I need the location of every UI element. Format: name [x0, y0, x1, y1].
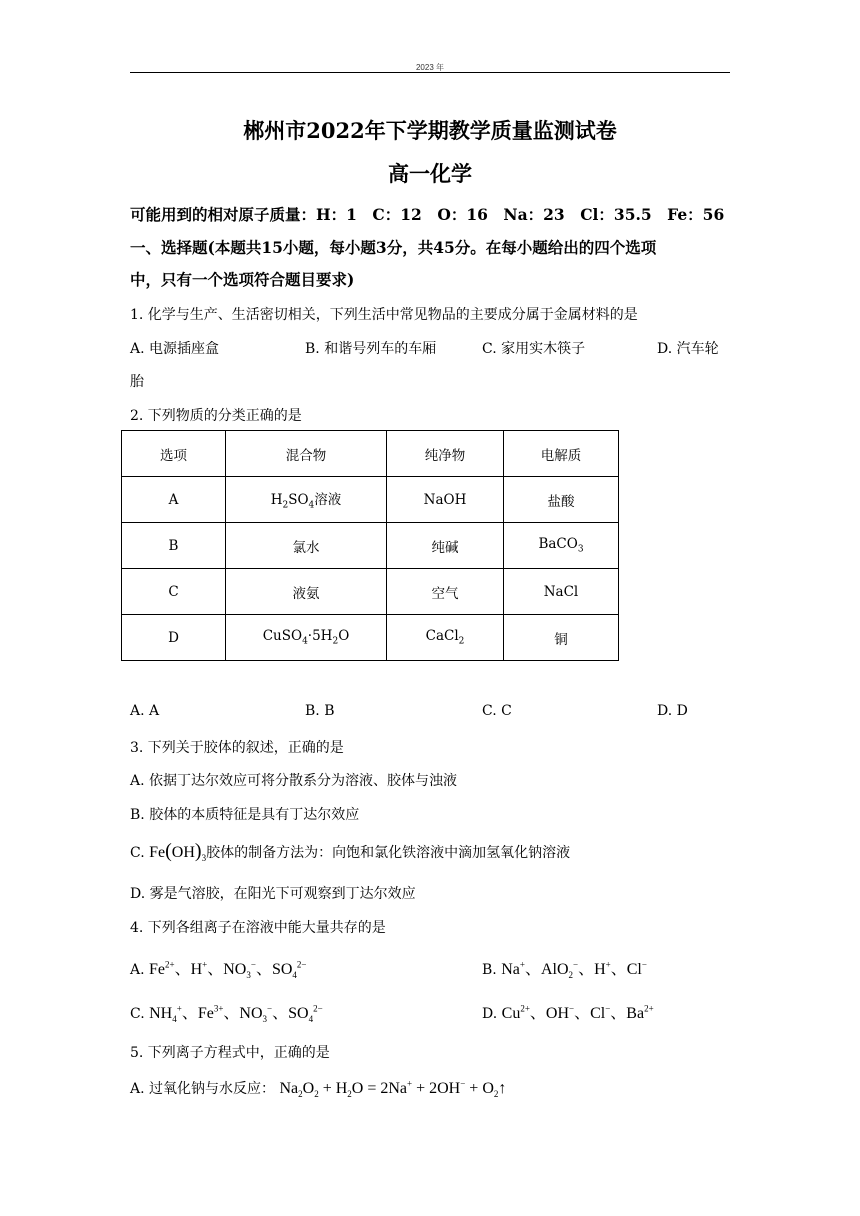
q4-stem: 4. 下列各组离子在溶液中能大量共存的是 [130, 920, 386, 936]
table-cell: 氯水 [226, 523, 387, 569]
q4-option-b [482, 956, 647, 980]
section-heading-line2: 中，只有一个选项符合题目要求) [130, 270, 355, 289]
q2-option-a: A. A [130, 703, 160, 719]
ion-list-c: $NH_4^+$、$Fe^{3+}$、$NO_3^-$、$SO_4^{2-}$ [149, 1003, 323, 1025]
header-cell: 选项 [122, 431, 226, 477]
q3-option-c [130, 840, 570, 863]
equation-na2o2-water: $Na_2O_2 + H_2O = 2Na^+ + 2OH^-$ + $O_2↑$ [279, 1078, 507, 1100]
ion-list-b: Na+、AlO$_2$−、H+、Cl− [501, 959, 647, 981]
q4-option-c [130, 1000, 323, 1024]
table-cell: C [122, 569, 226, 615]
q1-option-c: C. 家用实木筷子 [482, 341, 586, 357]
table-cell: NaCl [504, 569, 619, 615]
ion-list-a: $Fe^{2+}$、H+、$NO_3^-$、$SO_4^{2-}$ [149, 959, 307, 981]
q2-option-b: B. B [305, 703, 335, 719]
table-cell: A [122, 477, 226, 523]
q2-option-c: C. C [482, 703, 512, 719]
q5-stem: 5. 下列离子方程式中，正确的是 [130, 1045, 330, 1061]
header-cell: 电解质 [504, 431, 619, 477]
q3-option-d: D. 雾是气溶胶，在阳光下可观察到丁达尔效应 [130, 886, 416, 902]
table-cell: NaOH [387, 477, 504, 523]
q2-stem: 2. 下列物质的分类正确的是 [130, 408, 302, 424]
table-header-row [122, 431, 619, 477]
q5-option-a [130, 1078, 506, 1099]
table-cell-text: BaCO [538, 536, 578, 553]
q1-option-d: D. 汽车轮 [657, 341, 719, 357]
atomic-mass-line: 可能用到的相对原子质量：H：1 C：12 O：16 Na：23 Cl：35.5 Fe：56 [130, 205, 725, 224]
table-cell: 铜 [504, 615, 619, 661]
q4-option-c-label: C. [130, 1006, 145, 1022]
q2-option-d: D. D [657, 703, 688, 719]
section-heading-line1: 一、选择题(本题共15小题，每小题3分，共45分。在每小题给出的四个选项 [130, 238, 657, 257]
classification-table [121, 430, 619, 661]
q4-option-b-label: B. [482, 962, 497, 978]
exam-title: 郴州市2022年下学期教学质量监测试卷 [243, 118, 617, 143]
table-row [122, 615, 619, 661]
exam-subtitle: 高一化学 [388, 161, 472, 186]
ion-list-d: $Cu^{2+}$、OH−、Cl−、$Ba^{2+}$ [501, 1003, 654, 1022]
table-cell: 液氨 [226, 569, 387, 615]
header-cell: 混合物 [226, 431, 387, 477]
table-row [122, 523, 619, 569]
q3-option-a: A. 依据丁达尔效应可将分散系分为溶液、胶体与浊液 [130, 773, 458, 789]
q3-option-b: B. 胶体的本质特征是具有丁达尔效应 [130, 807, 360, 823]
table-cell: $H_2SO_4$溶液 [226, 477, 387, 523]
table-cell: CaCl$_2$ [387, 615, 504, 661]
q5-option-a-label: A. 过氧化钠与水反应： [130, 1081, 276, 1097]
q1-option-b: B. 和谐号列车的车厢 [305, 341, 437, 357]
table-cell: D [122, 615, 226, 661]
page-header: 2023 年 [415, 63, 445, 72]
table-cell: BaCO$_3$ [504, 523, 619, 569]
q4-option-a-label: A. [130, 962, 145, 978]
table-row [122, 477, 619, 523]
table-cell-text: CaCl [425, 628, 459, 645]
table-cell-text: 溶液 [314, 492, 342, 509]
header-rule [130, 72, 730, 73]
q4-option-a [130, 956, 306, 980]
table-cell-text: CuSO [262, 628, 303, 645]
table-cell: $CuSO_4\cdot 5H_2O$ [226, 615, 387, 661]
q1-stem: 1. 化学与生产、生活密切相关，下列生活中常见物品的主要成分属于金属材料的是 [130, 307, 638, 323]
table-row [122, 569, 619, 615]
q1-option-a: A. 电源插座盒 [130, 341, 220, 357]
table-cell: 纯碱 [387, 523, 504, 569]
table-cell: 盐酸 [504, 477, 619, 523]
q3-stem: 3. 下列关于胶体的叙述，正确的是 [130, 740, 344, 756]
q3-option-c-text: 胶体的制备方法为：向饱和氯化铁溶液中滴加氢氧化钠溶液 [206, 845, 571, 861]
q1-option-d-cont: 胎 [130, 374, 144, 390]
q4-option-d-label: D. [482, 1006, 498, 1022]
q4-option-d [482, 1000, 654, 1023]
q3-option-c-label: C. [130, 845, 145, 861]
formula-fe-oh3: $Fe(OH)_3$ [149, 840, 207, 864]
table-cell: B [122, 523, 226, 569]
header-cell: 纯净物 [387, 431, 504, 477]
table-cell: 空气 [387, 569, 504, 615]
